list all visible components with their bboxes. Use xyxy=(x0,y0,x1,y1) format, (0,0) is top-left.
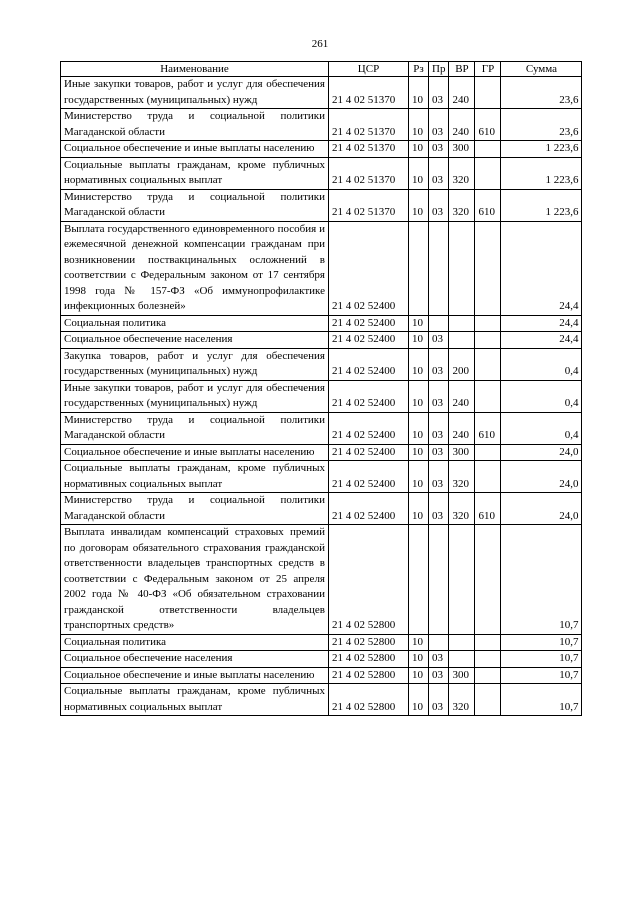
table-row xyxy=(61,157,582,189)
cell-sum: 23,6 xyxy=(501,109,582,141)
cell-pr: 03 xyxy=(429,77,449,109)
cell-pr: 03 xyxy=(429,109,449,141)
cell-vr xyxy=(449,315,475,332)
cell-csr: 21 4 02 51370 xyxy=(329,141,409,158)
header-sum: Сумма xyxy=(501,62,582,77)
table-row xyxy=(61,525,582,635)
cell-gr: 610 xyxy=(475,189,501,221)
cell-vr: 240 xyxy=(449,77,475,109)
cell-name: Министерство труда и социальной политики Магаданской области xyxy=(61,109,329,141)
cell-gr xyxy=(475,141,501,158)
cell-vr: 320 xyxy=(449,493,475,525)
cell-csr: 21 4 02 51370 xyxy=(329,157,409,189)
table-row xyxy=(61,412,582,444)
cell-vr: 300 xyxy=(449,667,475,684)
cell-sum: 0,4 xyxy=(501,348,582,380)
cell-csr: 21 4 02 52400 xyxy=(329,221,409,315)
cell-gr xyxy=(475,651,501,668)
cell-gr xyxy=(475,157,501,189)
table-row xyxy=(61,651,582,668)
cell-rz: 10 xyxy=(409,380,429,412)
cell-csr: 21 4 02 52800 xyxy=(329,667,409,684)
cell-rz: 10 xyxy=(409,332,429,349)
cell-gr xyxy=(475,461,501,493)
cell-rz: 10 xyxy=(409,461,429,493)
cell-vr: 320 xyxy=(449,461,475,493)
cell-vr: 320 xyxy=(449,684,475,716)
budget-table xyxy=(60,61,582,716)
cell-gr xyxy=(475,332,501,349)
cell-csr: 21 4 02 52400 xyxy=(329,348,409,380)
cell-gr xyxy=(475,348,501,380)
cell-name: Социальное обеспечение населения xyxy=(61,332,329,349)
header-name: Наименование xyxy=(61,62,329,77)
cell-name: Социальные выплаты гражданам, кроме публичных нормативных социальных выплат xyxy=(61,157,329,189)
cell-vr xyxy=(449,221,475,315)
cell-pr xyxy=(429,634,449,651)
cell-pr: 03 xyxy=(429,651,449,668)
cell-rz: 10 xyxy=(409,667,429,684)
cell-pr: 03 xyxy=(429,141,449,158)
cell-gr xyxy=(475,380,501,412)
cell-pr: 03 xyxy=(429,157,449,189)
table-row xyxy=(61,141,582,158)
cell-sum: 1 223,6 xyxy=(501,157,582,189)
cell-pr: 03 xyxy=(429,444,449,461)
cell-name: Социальное обеспечение и иные выплаты населению xyxy=(61,444,329,461)
cell-csr: 21 4 02 52800 xyxy=(329,634,409,651)
header-vr: ВР xyxy=(449,62,475,77)
cell-rz: 10 xyxy=(409,77,429,109)
cell-gr xyxy=(475,221,501,315)
cell-rz: 10 xyxy=(409,634,429,651)
cell-pr xyxy=(429,221,449,315)
cell-gr xyxy=(475,77,501,109)
cell-csr: 21 4 02 51370 xyxy=(329,77,409,109)
cell-csr: 21 4 02 51370 xyxy=(329,109,409,141)
cell-pr: 03 xyxy=(429,348,449,380)
cell-rz xyxy=(409,221,429,315)
page-number: 261 xyxy=(311,38,329,50)
cell-vr: 320 xyxy=(449,157,475,189)
cell-sum: 24,4 xyxy=(501,315,582,332)
cell-rz: 10 xyxy=(409,444,429,461)
table-row xyxy=(61,332,582,349)
cell-csr: 21 4 02 52400 xyxy=(329,493,409,525)
table-row xyxy=(61,77,582,109)
cell-vr: 300 xyxy=(449,444,475,461)
cell-gr xyxy=(475,667,501,684)
cell-sum: 10,7 xyxy=(501,525,582,635)
header-pr: Пр xyxy=(429,62,449,77)
cell-csr: 21 4 02 52400 xyxy=(329,444,409,461)
cell-pr: 03 xyxy=(429,684,449,716)
cell-gr xyxy=(475,444,501,461)
cell-vr: 300 xyxy=(449,141,475,158)
cell-name: Министерство труда и социальной политики Магаданской области xyxy=(61,189,329,221)
table-row xyxy=(61,189,582,221)
cell-sum: 10,7 xyxy=(501,634,582,651)
cell-gr xyxy=(475,315,501,332)
header-csr: ЦСР xyxy=(329,62,409,77)
cell-name: Иные закупки товаров, работ и услуг для обеспечения государственных (муниципальных) нужд xyxy=(61,380,329,412)
table-row xyxy=(61,380,582,412)
cell-name: Министерство труда и социальной политики Магаданской области xyxy=(61,412,329,444)
cell-gr: 610 xyxy=(475,109,501,141)
cell-csr: 21 4 02 52800 xyxy=(329,651,409,668)
cell-rz: 10 xyxy=(409,109,429,141)
cell-vr xyxy=(449,332,475,349)
cell-csr: 21 4 02 52400 xyxy=(329,412,409,444)
cell-sum: 24,4 xyxy=(501,221,582,315)
cell-gr xyxy=(475,525,501,635)
cell-name: Выплата государственного единовременного пособия и ежемесячной денежной компенсации гражданам при возникновении поствакцинальных осложнений в соответствии с Федеральным законом от 17 сентября 1998 года № 157-ФЗ «Об иммунопрофилактике инфекционных болезней» xyxy=(61,221,329,315)
cell-csr: 21 4 02 52400 xyxy=(329,380,409,412)
cell-csr: 21 4 02 52400 xyxy=(329,332,409,349)
cell-name: Социальные выплаты гражданам, кроме публичных нормативных социальных выплат xyxy=(61,684,329,716)
cell-name: Социальное обеспечение и иные выплаты населению xyxy=(61,141,329,158)
cell-csr: 21 4 02 52400 xyxy=(329,461,409,493)
cell-vr: 320 xyxy=(449,189,475,221)
table-row xyxy=(61,109,582,141)
table-row xyxy=(61,684,582,716)
table-row xyxy=(61,634,582,651)
table-header-row xyxy=(61,62,582,77)
cell-pr xyxy=(429,315,449,332)
cell-pr: 03 xyxy=(429,189,449,221)
cell-pr: 03 xyxy=(429,461,449,493)
cell-name: Социальная политика xyxy=(61,315,329,332)
cell-name: Социальное обеспечение и иные выплаты населению xyxy=(61,667,329,684)
cell-rz: 10 xyxy=(409,315,429,332)
cell-sum: 0,4 xyxy=(501,412,582,444)
cell-name: Министерство труда и социальной политики Магаданской области xyxy=(61,493,329,525)
cell-vr xyxy=(449,525,475,635)
table-row xyxy=(61,348,582,380)
table-row xyxy=(61,315,582,332)
table-row xyxy=(61,461,582,493)
table-row xyxy=(61,444,582,461)
cell-rz: 10 xyxy=(409,651,429,668)
cell-pr: 03 xyxy=(429,667,449,684)
cell-sum: 23,6 xyxy=(501,77,582,109)
cell-name: Закупка товаров, работ и услуг для обеспечения государственных (муниципальных) нужд xyxy=(61,348,329,380)
cell-name: Социальное обеспечение населения xyxy=(61,651,329,668)
cell-pr: 03 xyxy=(429,332,449,349)
cell-name: Выплата инвалидам компенсаций страховых премий по договорам обязательного страхования гражданской ответственности владельцев транспортных средств в соответствии с Федеральным законом от 25 апреля 2002 года № 40-ФЗ «Об обязательном страховании гражданской ответственности владельцев транспортных средств» xyxy=(61,525,329,635)
cell-rz: 10 xyxy=(409,189,429,221)
cell-vr: 240 xyxy=(449,380,475,412)
cell-vr: 200 xyxy=(449,348,475,380)
cell-rz: 10 xyxy=(409,412,429,444)
header-rz: Рз xyxy=(409,62,429,77)
table-row xyxy=(61,493,582,525)
cell-gr: 610 xyxy=(475,412,501,444)
cell-sum: 24,0 xyxy=(501,493,582,525)
cell-sum: 24,0 xyxy=(501,461,582,493)
cell-pr: 03 xyxy=(429,380,449,412)
cell-csr: 21 4 02 52800 xyxy=(329,684,409,716)
cell-pr: 03 xyxy=(429,412,449,444)
cell-sum: 24,4 xyxy=(501,332,582,349)
cell-sum: 1 223,6 xyxy=(501,141,582,158)
cell-rz: 10 xyxy=(409,157,429,189)
cell-sum: 10,7 xyxy=(501,651,582,668)
cell-sum: 10,7 xyxy=(501,667,582,684)
cell-rz: 10 xyxy=(409,493,429,525)
cell-name: Социальные выплаты гражданам, кроме публичных нормативных социальных выплат xyxy=(61,461,329,493)
cell-sum: 10,7 xyxy=(501,684,582,716)
cell-csr: 21 4 02 52800 xyxy=(329,525,409,635)
cell-vr xyxy=(449,634,475,651)
cell-pr xyxy=(429,525,449,635)
cell-rz xyxy=(409,525,429,635)
cell-csr: 21 4 02 51370 xyxy=(329,189,409,221)
cell-sum: 0,4 xyxy=(501,380,582,412)
cell-vr: 240 xyxy=(449,412,475,444)
cell-sum: 24,0 xyxy=(501,444,582,461)
cell-vr xyxy=(449,651,475,668)
cell-gr: 610 xyxy=(475,493,501,525)
table-row xyxy=(61,221,582,315)
cell-gr xyxy=(475,684,501,716)
table-row xyxy=(61,667,582,684)
cell-name: Иные закупки товаров, работ и услуг для обеспечения государственных (муниципальных) нужд xyxy=(61,77,329,109)
cell-gr xyxy=(475,634,501,651)
header-gr: ГР xyxy=(475,62,501,77)
cell-vr: 240 xyxy=(449,109,475,141)
cell-pr: 03 xyxy=(429,493,449,525)
cell-csr: 21 4 02 52400 xyxy=(329,315,409,332)
cell-rz: 10 xyxy=(409,348,429,380)
cell-sum: 1 223,6 xyxy=(501,189,582,221)
cell-name: Социальная политика xyxy=(61,634,329,651)
cell-rz: 10 xyxy=(409,141,429,158)
cell-rz: 10 xyxy=(409,684,429,716)
